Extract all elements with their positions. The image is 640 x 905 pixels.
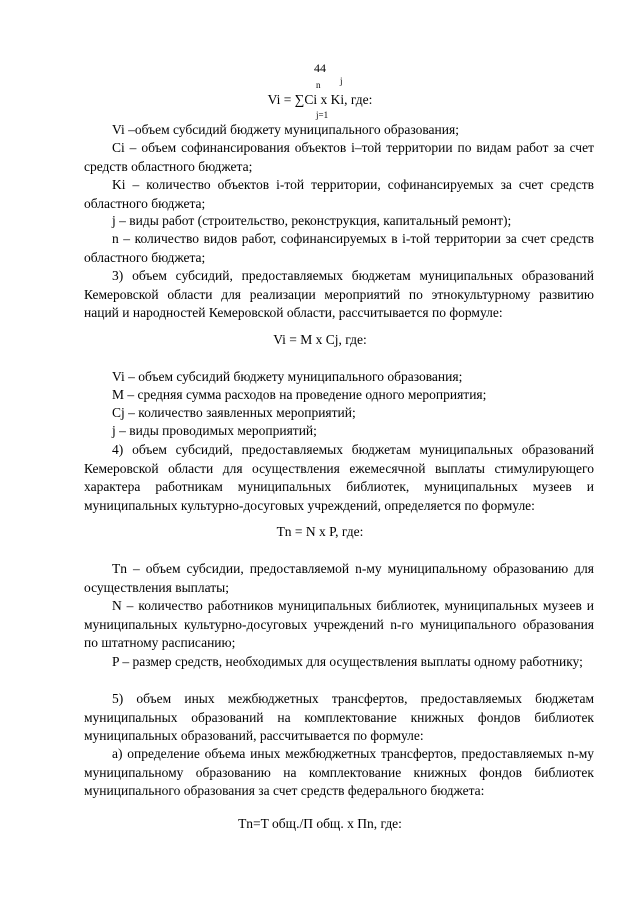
- paragraph: Ki – количество объектов i-той территории, софинансируемых за счет средств областного бюджета;: [84, 177, 594, 211]
- paragraph: Ci – объем софинансирования объектов i–той территории по видам работ за счет средств областного бюджета;: [84, 140, 594, 174]
- paragraph: Tn – объем субсидии, предоставляемой n-му муниципальному образованию для осуществления выплаты;: [84, 561, 594, 595]
- paragraph: 3) объем субсидий, предоставляемых бюджетам муниципальных образований Кемеровской области для реализации мероприятий по этнокультурному развитию наций и народностей Кемеровской области, рассчитывается по формуле:: [84, 268, 594, 321]
- formula-sum-upper-j: j: [340, 76, 343, 86]
- formula-sum-upper-n: n: [316, 80, 321, 90]
- paragraph: Vi – объем субсидий бюджету муниципального образования;: [112, 369, 463, 384]
- formula-sum-lower-index: j=1: [316, 110, 329, 120]
- formula-tn-ratio: Tn=T общ./П общ. x Пn, где:: [238, 816, 402, 831]
- paragraph: Vi –объем субсидий бюджету муниципального образования;: [112, 122, 459, 137]
- paragraph: j – виды работ (строительство, реконструкция, капитальный ремонт);: [112, 213, 512, 228]
- paragraph: Cj – количество заявленных мероприятий;: [112, 405, 356, 420]
- paragraph: n – количество видов работ, софинансируемых в i-той территории за счет средств областного бюджета;: [84, 231, 594, 265]
- paragraph: N – количество работников муниципальных библиотек, муниципальных музеев и муниципальных культурно-досуговых учреждений n-го муниципального образования по штатному расписанию;: [84, 598, 594, 651]
- paragraph: j – виды проводимых мероприятий;: [112, 423, 317, 438]
- paragraph: 4) объем субсидий, предоставляемых бюджетам муниципальных образований Кемеровской области для осуществления ежемесячной выплаты стимулирующего характера работникам муниципальных библиотек, муниципальных музеев и муниципальных культурно-досуговых учреждений, определяется по формуле:: [84, 442, 594, 513]
- paragraph: а) определение объема иных межбюджетных трансфертов, предоставляемых n-му муниципальному образованию на комплектование книжных фондов библиотек муниципального образования за счет средств федерального бюджета:: [84, 746, 594, 799]
- formula-vi-sum: Vi = ∑Ci x Ki, где:: [267, 92, 373, 107]
- paragraph: P – размер средств, необходимых для осуществления выплаты одному работнику;: [112, 654, 583, 669]
- formula-tn-np: Tn = N x P, где:: [276, 524, 364, 539]
- formula-vi-mc: Vi = M x Cj, где:: [273, 332, 367, 347]
- paragraph: 5) объем иных межбюджетных трансфертов, предоставляемых бюджетам муниципальных образований на комплектование книжных фондов библиотек муниципальных образований, рассчитывается по формуле:: [84, 691, 594, 744]
- page-number: 44: [314, 61, 326, 75]
- paragraph: М – средняя сумма расходов на проведение одного мероприятия;: [112, 387, 487, 402]
